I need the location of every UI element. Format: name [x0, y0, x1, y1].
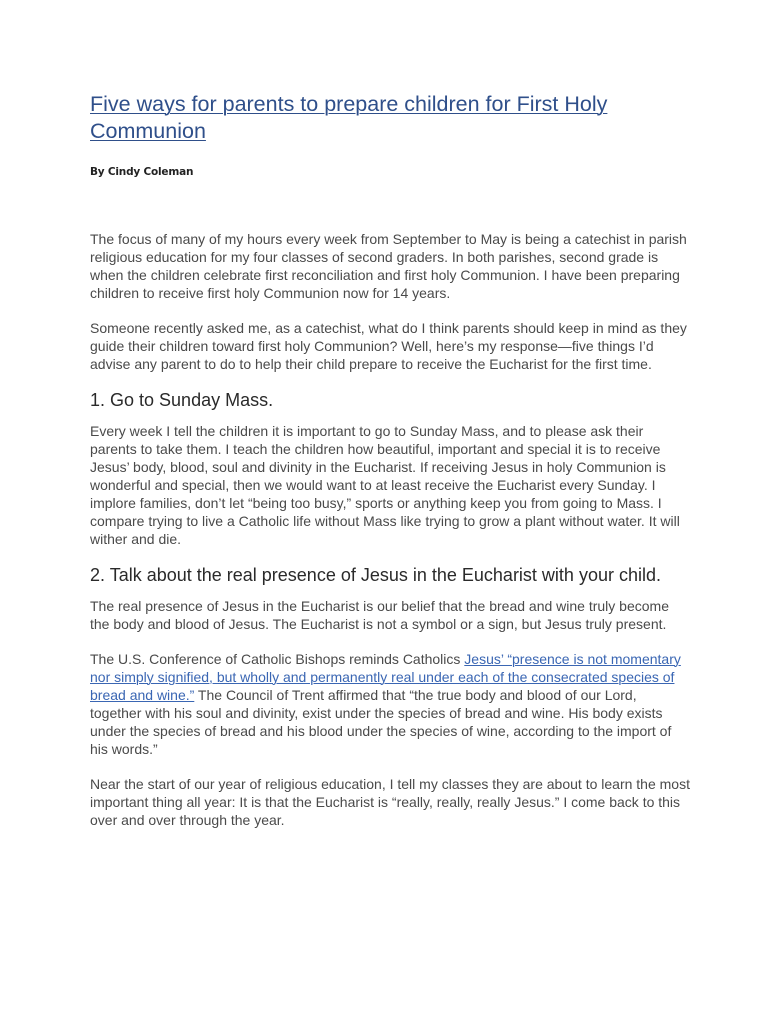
paragraph-intro-1: The focus of many of my hours every week from September to May is being a catechist in parish religious education for my four classes of second graders. In both parishes, second grade is when the children celebrate first reconciliation and first holy Communion. I have been preparing children to receive first holy Communion now for 14 years. [90, 231, 687, 301]
article-byline: By Cindy Coleman [90, 166, 194, 178]
paragraph-section-2-a: The real presence of Jesus in the Eucharist is our belief that the bread and wine truly become the body and blood of Jesus. The Eucharist is not a symbol or a sign, but Jesus truly present. [90, 598, 669, 632]
article-title: Five ways for parents to prepare children for First Holy Communion [90, 92, 608, 143]
section-heading-1: 1. Go to Sunday Mass. [90, 390, 274, 410]
paragraph-intro-2: Someone recently asked me, as a catechist, what do I think parents should keep in mind as they guide their children toward first holy Communion? Well, here’s my response—five things I’d advise any parent to do to help their child prepare to receive the Eucharist for the first time. [90, 320, 687, 372]
bishops-quote-link[interactable]: Jesus’ “presence is not momentary nor simply signified, but wholly and permanently real under each of the consecrated species of bread and wine.” [90, 651, 681, 703]
paragraph-section-2-b-lead: The U.S. Conference of Catholic Bishops reminds Catholics [90, 651, 465, 667]
article [90, 91, 690, 829]
paragraph-section-2-c: Near the start of our year of religious education, I tell my classes they are about to learn the most important thing all year: It is that the Eucharist is “really, really, really Jesus.” I come back to this over and over through the year. [90, 776, 690, 828]
paragraph-section-2-b-tail: The Council of Trent affirmed that “the true body and blood of our Lord, together with his soul and divinity, exist under the species of bread and wine. His body exists under the species of bread and his blood under the species of wine, according to the import of his words.” [90, 687, 672, 757]
paragraph-section-2-b [90, 650, 690, 758]
section-heading-2: 2. Talk about the real presence of Jesus in the Eucharist with your child. [90, 565, 661, 585]
paragraph-section-1: Every week I tell the children it is important to go to Sunday Mass, and to please ask their parents to take them. I teach the children how beautiful, important and special it is to receive Jesus’ body, blood, soul and divinity in the Eucharist. If receiving Jesus in holy Communion is wonderful and special, then we would want to at least receive the Eucharist every Sunday. I implore families, don’t let “being too busy,” sports or anything keep you from going to Mass. I compare trying to live a Catholic life without Mass like trying to grow a plant without water. It will wither and die. [90, 423, 680, 547]
